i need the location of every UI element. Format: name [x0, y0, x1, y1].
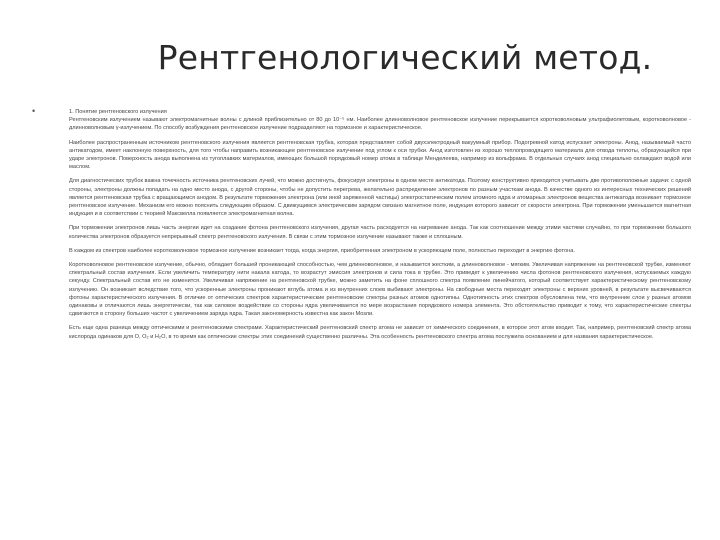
paragraph-continuous-spectrum: При торможении электронов лишь часть энергии идет на создание фотона рентгеновского излучения, другая часть расходуется на нагревание анода. Так как соотношение между этими частями случайно, то при торможении большого количества электронов образуется непрерывный спектр рентгеновского излучения. В связи с этим тормозное излучение называют также и сплошным.: [69, 225, 691, 240]
slide-title: Рентгенологический метод.: [157, 38, 653, 77]
paragraph-characteristic-radiation: Коротковолновое рентгеновское излучение, обычно, обладает большей проникающей способностью, чем длинноволновое, и называется жестким, а длинноволновое - мягким. Увеличивая напряжение на рентгеновской трубке, изменяют спектральный состав излучения. Если увеличить температуру нити накала катода, то возрастут эмиссия электронов и сила тока в трубке. Это приведет к увеличению числа фотонов рентгеновского излучения, испускаемых каждую секунду. Спектральный состав его не изменится. Увеличивая напряжение на рентгеновской трубке, можно заметить на фоне сплошного спектра появление линейчатого, который соответствует характеристическому рентгеновскому излучению. Он возникает вследствие того, что ускоренные электроны проникают вглубь атома и из внутренних слоев выбивают электроны. На свободные места переходят электроны с верхних уровней, в результате высвечиваются фотоны характеристического излучения. В отличие от оптических спектров характеристические рентгеновские спектры разных атомов однотипны. Однотипность этих спектров обусловлена тем, что внутренние слои у разных атомов одинаковы и отличаются лишь энергетически, так как силовое воздействие со стороны ядра увеличивается по мере возрастания порядкового номера элемента. Это обстоятельство приводит к тому, что характеристические спектры сдвигаются в сторону больших частот с увеличением заряда ядра. Такая закономерность известна как закон Мозли.: [69, 262, 691, 318]
paragraph-shortwave-limit: В каждом из спектров наиболее коротковолновое тормозное излучение возникает тогда, когда энергия, приобретенная электроном в ускоряющем поле, полностью переходит в энергию фотона.: [69, 247, 575, 254]
paragraph-braking-radiation: Для диагностических трубок важна точечность источника рентгеновских лучей, что можно достигнуть, фокусируя электроны в одном месте антикатода. Поэтому конструктивно приходится учитывать две противоположные задачи: с одной стороны, электроны должны попадать на одно место анода, с другой стороны, чтобы не допустить перегрева, желательно распределение электронов по разным участкам анода. В качестве одного из интересных технических решений является рентгеновская трубка с вращающимся анодом. В результате торможения электрона (или иной заряженной частицы) электростатическим полем атомного ядра и атомарных электронов вещества антикатода возникает тормозное рентгеновское излучение. Механизм его можно пояснить следующим образом. С движущимся электрическим зарядом связано магнитное поле, индукция которого зависит от скорости электрона. При торможении уменьшается магнитная индукция и в соответствии с теорией Максвелла появляется электромагнитная волна.: [69, 178, 691, 218]
paragraph-xray-tube: Наиболее распространенным источником рентгеновского излучения является рентгеновская трубка, которая представляет собой двухэлектродный вакуумный прибор. Подогревной катод испускает электроны. Анод, называемый часто антикатодом, имеет наклонную поверхность, для того чтобы направить возникающее рентгеновское излучение под углом к оси трубки. Анод изготовлен из хорошо теплопроводящего материала для отвода теплоты, образующейся при ударе электронов. Поверхность анода выполнена из тугоплавких материалов, имеющих большой порядковый номер атома в таблице Менделеева, например из вольфрама. В отдельных случаях анод специально охлаждают водой или маслом.: [69, 139, 691, 171]
paragraph-definition: Рентгеновским излучением называют электромагнитные волны с длиной приблизительно от 80 до 10⁻⁵ нм. Наиболее длинноволновое рентгеновское излучение перекрывается коротковолновым ультрафиолетовым, коротковолновое - длинноволновым γ-излучением. По способу возбуждения рентгеновское излучение подразделяют на тормозное и характеристическое.: [69, 117, 691, 132]
section-heading: 1. Понятие рентгеновского излучения: [69, 109, 167, 115]
bullet-marker: •: [32, 106, 36, 116]
paragraph-spectra-difference: Есть еще одна разница между оптическими и рентгеновскими спектрами. Характеристический рентгеновский спектр атома не зависит от химического соединения, в которое этот атом входит. Так, например, рентгеновский спектр атома кислорода одинаков для O, O₂ и H₂O, в то время как оптические спектры этих соединений существенно различны. Эта особенность рентгеновского спектра атома послужила основанием и для названия характеристическое.: [69, 325, 691, 340]
slide-body: [69, 108, 691, 347]
